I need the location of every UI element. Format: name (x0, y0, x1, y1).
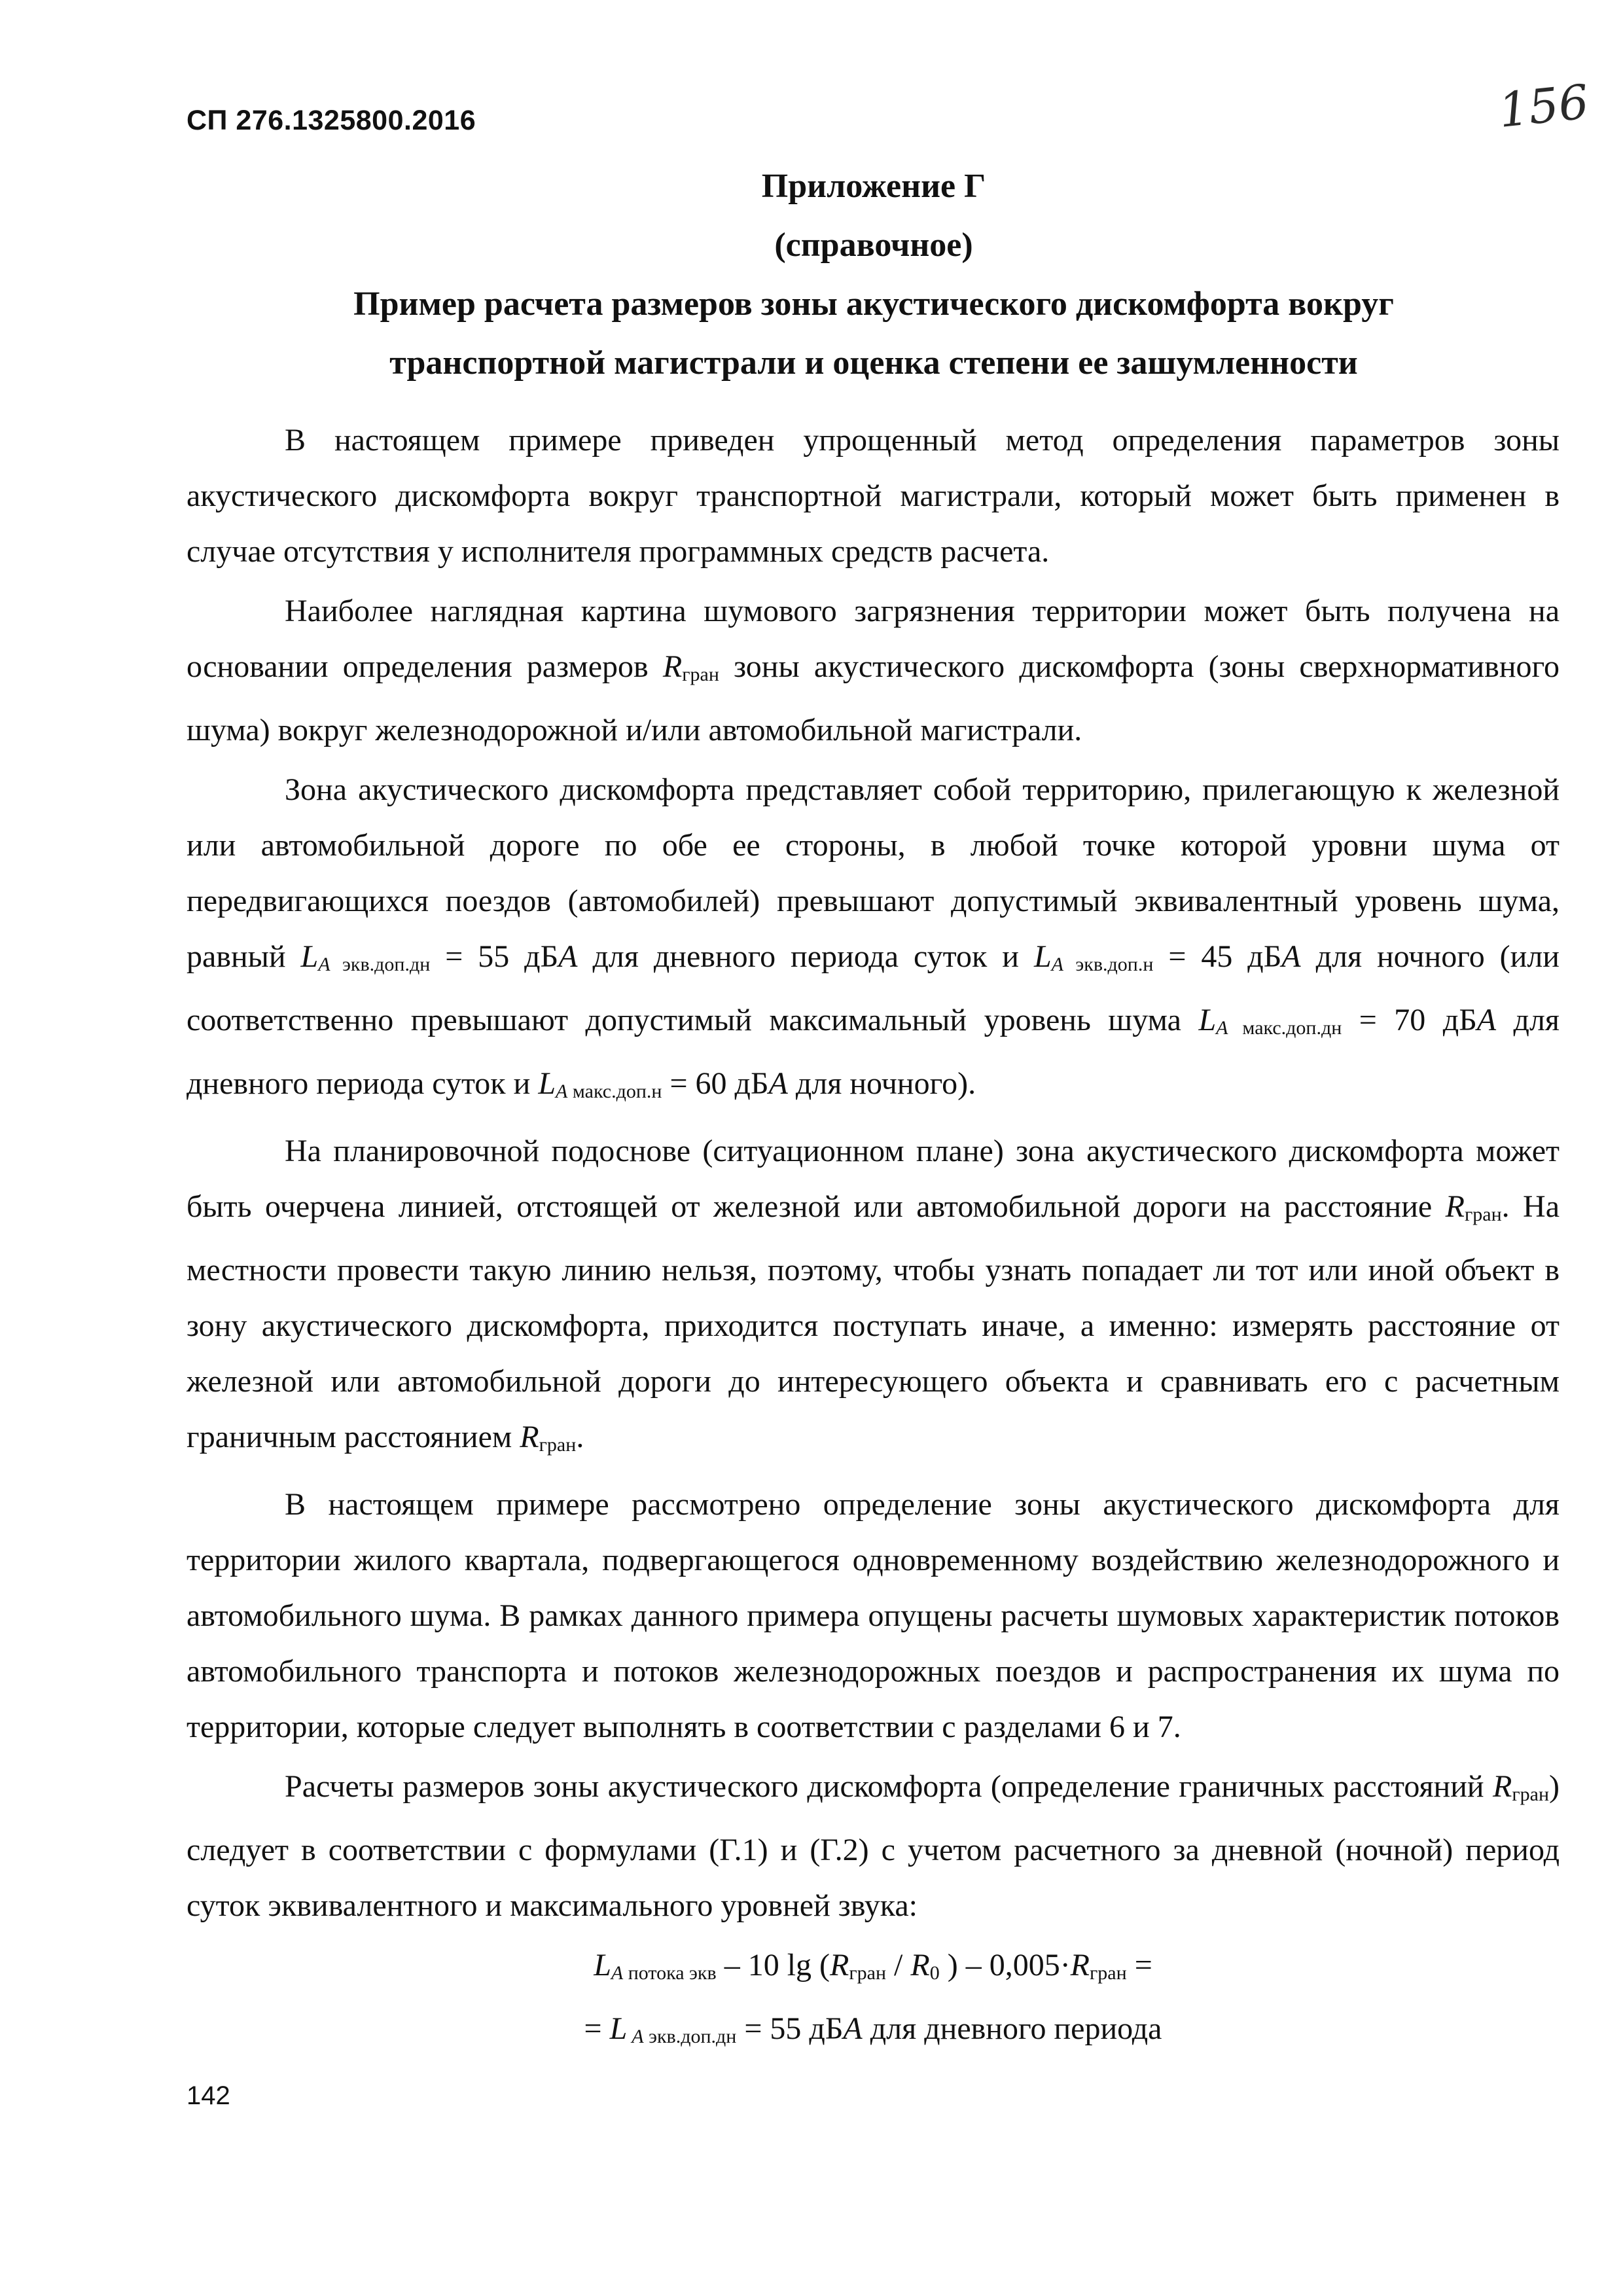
appendix-subject-line-2: транспортной магистрали и оценка степени ее зашумленности (389, 344, 1358, 382)
appendix-subject-line-1: Пример расчета размеров зоны акустического дискомфорта вокруг (353, 285, 1394, 323)
paragraph-1: В настоящем примере приведен упрощенный метод определения параметров зоны акустического дискомфорта вокруг транспортной магистрали, который может быть применен в случае отсутствия у исполнителя программных средств расчета. (187, 423, 1560, 569)
appendix-heading (187, 157, 1561, 393)
formula-line-2: = L $_A$ $_{экв.доп.дн}$ = 55 дБА для дневного периода (584, 2011, 1162, 2047)
page-number: 142 (187, 2081, 230, 2110)
paragraph-6: Расчеты размеров зоны акустического дискомфорта (определение граничных расстояний $R_{гран}$) следует в соответствии с формулами (Г.1) и (Г.2) с учетом расчетного за дневной (ночной) период суток эквивалентного и максимального уровней звука: (187, 1769, 1560, 1923)
paragraph-3: Зона акустического дискомфорта представляет собой территорию, прилегающую к железной или автомобильной дороге по обе ее стороны, в любой точке которой уровни шума от передвигающихся поездов (автомобилей) превышают допустимый эквивалентный уровень шума, равный $L_A$ $_{экв.доп.дн}$ = 55 дБА для дневного периода суток и $L_A$ $_{экв.доп.н}$ = 45 дБА для ночного (или соответственно превышают допустимый максимальный уровень шума $L_A$ $_{макс.доп.дн}$ = 70 дБА для дневного периода суток и $L_A$ $_{макс.доп.н}$ = 60 дБА для ночного). (187, 772, 1560, 1102)
paragraph-4: На планировочной подоснове (ситуационном плане) зона акустического дискомфорта может быть очерчена линией, отстоящей от железной или автомобильной дороги на расстояние $R_{гран}$. На местности провести такую линию нельзя, поэтому, чтобы узнать попадает ли тот или иной объект в зону акустического дискомфорта, приходится поступать иначе, а именно: измерять расстояние от железной или автомобильной дороги до интересующего объекта и сравнивать его с расчетным граничным расстоянием $R_{гран}$. (187, 1134, 1560, 1456)
paragraph-5: В настоящем примере рассмотрено определение зоны акустического дискомфорта для территории жилого квартала, подвергающегося одновременному воздействию железнодорожного и автомобильного шума. В рамках данного примера опущены расчеты шумовых характеристик потоков автомобильного транспорта и потоков железнодорожных поездов и распространения их шума по территории, которые следует выполнять в соответствии с разделами 6 и 7. (187, 1487, 1560, 1744)
document-code: СП 276.1325800.2016 (187, 105, 476, 136)
formula-line-1: $L_A$ $_{потока экв}$ – 10 $\lg (R_{гран} / R_0$ ) – $0,005\cdot R_{гран}$ = (594, 1948, 1152, 1984)
appendix-title: Приложение Г (761, 168, 986, 205)
handwritten-page-number: 156 (1495, 74, 1592, 138)
paragraph-2: Наиболее наглядная картина шумового загрязнения территории может быть получена на основании определения размеров $R_{гран}$ зоны акустического дискомфорта (зоны сверхнормативного шума) вокруг железнодорожной и/или автомобильной магистрали. (187, 594, 1560, 747)
body-text (187, 412, 1560, 2064)
appendix-kind: (справочное) (774, 226, 973, 264)
